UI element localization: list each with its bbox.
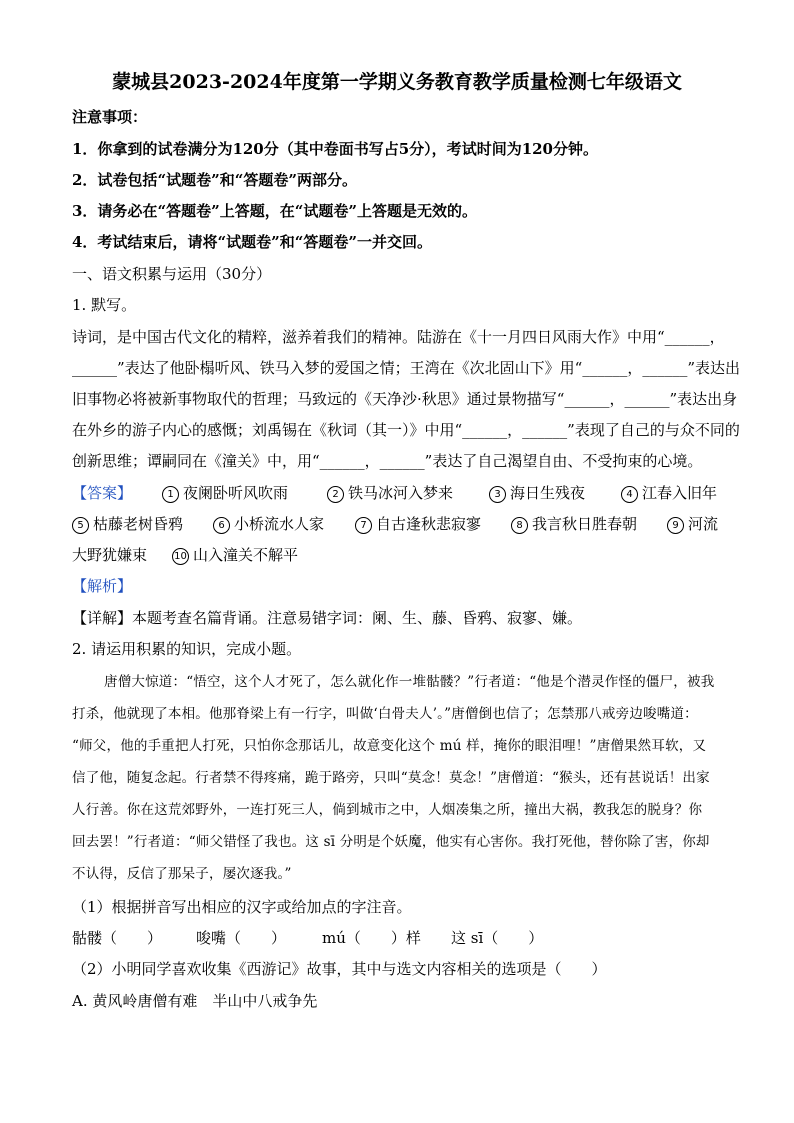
sub-question-1: （1）根据拼音写出相应的汉字或给加点的字注音。 [72,898,412,916]
answer-item: 6 小桥流水人家 [213,514,324,534]
question-1-text: 创新思维；谭嗣同在《潼关》中，用“______，______”表达了自己渴望自由、不受拘束的心境。 [72,452,703,470]
question-1-text: 旧事物必将被新事物取代的哲理；马致远的《天净沙·秋思》通过景物描写“______，______”表达出身 [72,390,738,408]
answer-item-wrap: 大野犹嫌束 [72,546,148,564]
fill-blank[interactable]: mú（ ）样 [322,929,421,947]
option-a[interactable]: A. 黄风岭唐僧有难 半山中八戒争先 [72,992,318,1010]
answer-item: 3 海日生残夜 [489,483,585,503]
answer-item: 10 山入潼关不解平 [172,545,298,565]
question-1-label: 1. 默写。 [72,296,137,314]
section-heading: 一、语文积累与运用（30分） [72,265,272,283]
question-1-text: 在外乡的游子内心的感慨；刘禹锡在《秋词（其一）》中用“______，______”表现了自己的与众不同的 [72,421,740,439]
passage-line: 唐僧大惊道：“悟空，这个人才死了，怎么就化作一堆骷髅？”行者道：“他是个潜灵作怪的僵尸，被我 [104,674,715,690]
passage-line: 打杀，他就现了本相。他那脊梁上有一行字，叫做‘白骨夫人’。”唐僧倒也信了；怎禁那八戒旁边唆嘴道： [72,706,698,722]
notice-item: 1．你拿到的试卷满分为120分（其中卷面书写占5分），考试时间为120分钟。 [72,140,598,158]
passage-line: 不认得，反信了那呆子，屡次逐我。” [72,866,292,882]
answer-tag: 【答案】 [72,484,133,502]
fill-blank[interactable]: 骷髅（ ） [72,929,163,947]
question-1-text: ______”表达了他卧榻听风、铁马入梦的爱国之情；王湾在《次北固山下》用“______，______”表达出 [72,359,741,377]
answer-item: 9 河流 [667,514,718,534]
question-2-label: 2. 请运用积累的知识，完成小题。 [72,640,302,658]
notice-heading: 注意事项： [72,108,148,126]
passage-line: “师父，他的手重把人打死，只怕你念那话儿，故意变化这个 mú 样，掩你的眼泪哩！”唐僧果然耳软，又 [72,738,707,754]
analysis-tag: 【解析】 [72,577,133,595]
fill-blank[interactable]: 唆嘴（ ） [196,929,287,947]
answer-item: 7 自古逢秋悲寂寥 [355,514,481,534]
passage-line: 回去罢！”行者道：“师父错怪了我也。这 sī 分明是个妖魔，他实有心害你。我打死他，替你除了害，你却 [72,834,710,850]
notice-item: 2．试卷包括“试题卷”和“答题卷”两部分。 [72,171,357,189]
question-1-text: 诗词，是中国古代文化的精粹，滋养着我们的精神。陆游在《十一月四日风雨大作》中用“______， [72,328,725,346]
sub-question-2: （2）小明同学喜欢收集《西游记》故事，其中与选文内容相关的选项是（ ） [72,960,607,978]
notice-item: 4．考试结束后，请将“试题卷”和“答题卷”一并交回。 [72,233,432,251]
page-title: 蒙城县2023-2024年度第一学期义务教育教学质量检测七年级语文 [112,71,682,93]
fill-blank[interactable]: 这 sī（ ） [451,929,544,947]
notice-item: 3．请务必在“答题卷”上答题，在“试题卷”上答题是无效的。 [72,202,477,220]
answer-item: 1 夜阑卧听风吹雨 [162,483,288,503]
passage-line: 信了他，随复念起。行者禁不得疼痛，跪于路旁，只叫“莫念！莫念！”唐僧道：“猴头，还有甚说话！出家 [72,770,710,786]
detail-line: 【详解】本题考查名篇背诵。注意易错字词：阑、生、藤、昏鸦、寂寥、嫌。 [72,609,583,627]
passage-line: 人行善。你在这荒郊野外，一连打死三人，倘到城市之中，人烟凑集之所，撞出大祸，教我怎的脱身？你 [72,802,703,818]
answer-item: 4 江春入旧年 [621,483,717,503]
answer-item: 5 枯藤老树昏鸦 [72,514,183,534]
answer-item: 2 铁马冰河入梦来 [327,483,453,503]
answer-item: 8 我言秋日胜春朝 [511,514,637,534]
